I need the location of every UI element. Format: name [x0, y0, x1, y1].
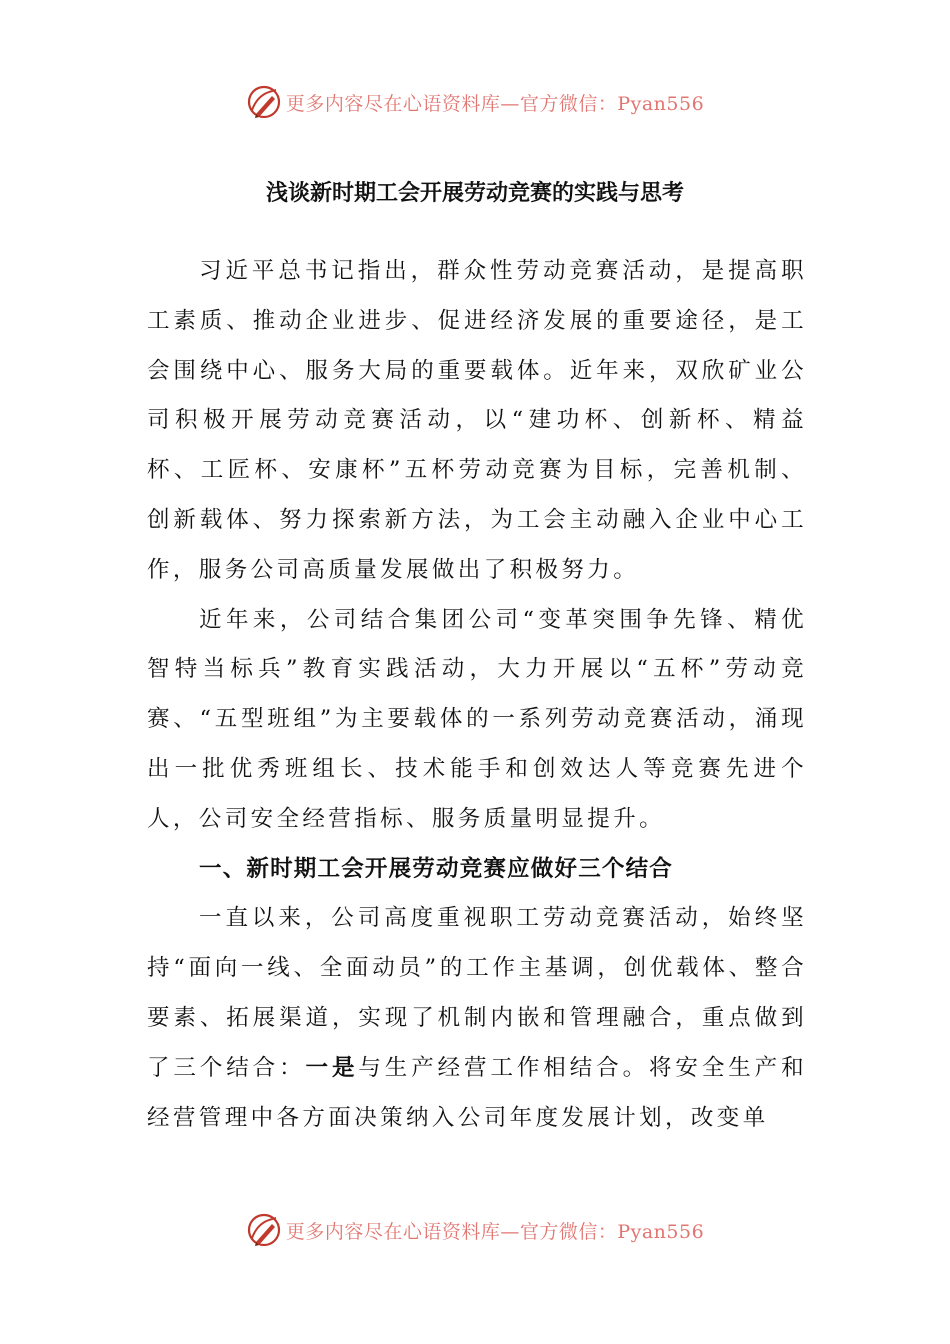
- paragraph-3-bold: 一是: [305, 1054, 359, 1081]
- paragraph-3-end: 与生产经营工作相结合。将安全生产和经营管理中各方面决策纳入公司年度发展计划，改变单: [147, 1054, 807, 1131]
- header-banner: [0, 80, 950, 124]
- document-title: 浅谈新时期工会开展劳动竞赛的实践与思考: [265, 181, 684, 206]
- pen-logo-icon: [246, 84, 282, 120]
- paragraph-2: 近年来，公司结合集团公司“变革突围争先锋、精优智特当标兵”教育实践活动，大力开展以“五杯”劳动竞赛、“五型班组”为主要载体的一系列劳动竞赛活动，涌现出一批优秀班组长、技术能手和创效达人等竞赛先进个人，公司安全经营指标、服务质量明显提升。: [147, 606, 807, 832]
- document-body: [147, 247, 807, 1143]
- pen-logo-icon: [246, 1212, 282, 1248]
- paragraph-3-start: 一直以来，公司高度重视职工劳动竞赛活动，始终坚持“面向一线、全面动员”的工作主基调，创优载体、整合要素、拓展渠道，实现了机制内嵌和管理融合，重点做到了三个结合：: [147, 905, 807, 1081]
- paragraph-1: 习近平总书记指出，群众性劳动竞赛活动，是提高职工素质、推动企业进步、促进经济发展的重要途径，是工会围绕中心、服务大局的重要载体。近年来，双欣矿业公司积极开展劳动竞赛活动，以“建功杯、创新杯、精益杯、工匠杯、安康杯”五杯劳动竞赛为目标，完善机制、创新载体、努力探索新方法，为工会主动融入企业中心工作，服务公司高质量发展做出了积极努力。: [147, 258, 807, 583]
- section-heading-1: 一、新时期工会开展劳动竞赛应做好三个结合: [199, 855, 674, 882]
- banner-text: 更多内容尽在心语资料库—官方微信：Pyan556: [285, 1220, 705, 1243]
- paragraph-3: [147, 894, 807, 1143]
- banner-text: 更多内容尽在心语资料库—官方微信：Pyan556: [285, 92, 705, 115]
- footer-banner: [0, 1208, 950, 1252]
